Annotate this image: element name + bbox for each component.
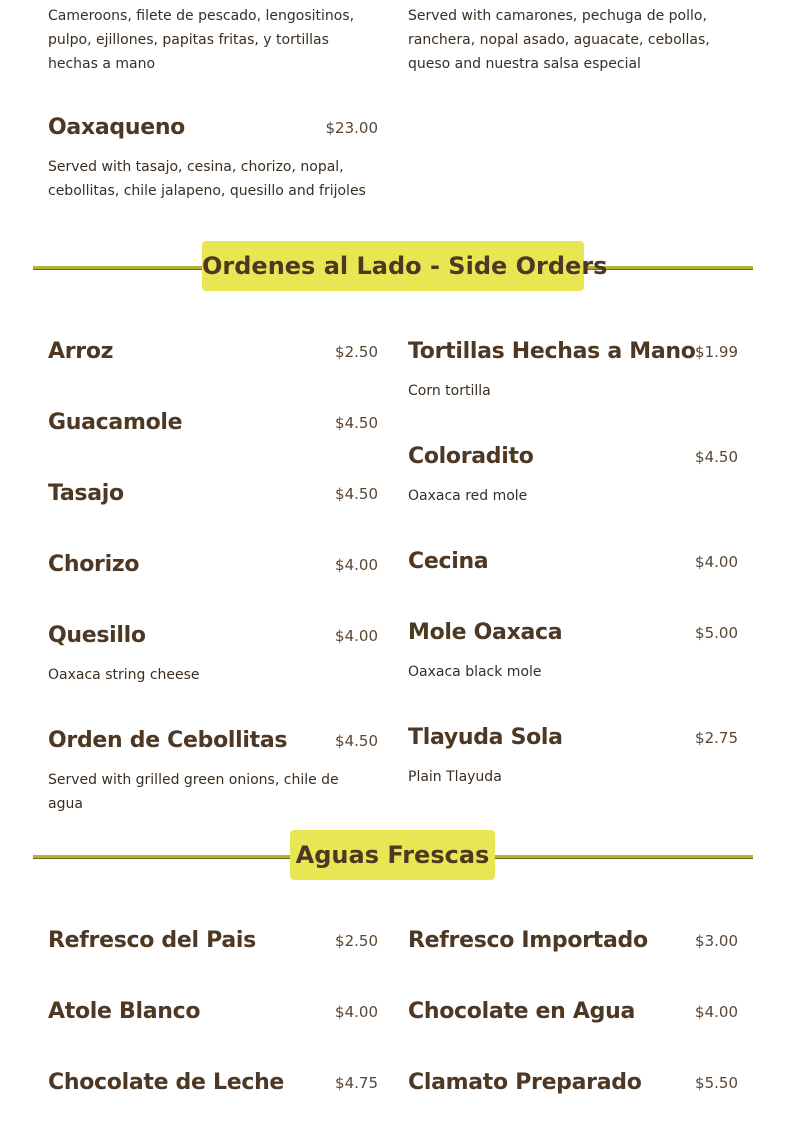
item-price: $4.50	[695, 448, 738, 466]
item-name: Coloradito	[408, 444, 534, 469]
section-title-side-orders: Ordenes al Lado - Side Orders	[202, 241, 584, 291]
item-description: Served with camarones, pechuga de pollo, ranchera, nopal asado, aguacate, cebollas, queso and nuestra salsa especial	[408, 8, 710, 72]
item-price: $5.00	[695, 624, 738, 642]
item-name: Chocolate en Agua	[408, 999, 635, 1024]
item-price: $4.00	[335, 556, 378, 574]
item-description: Served with grilled green onions, chile de agua	[48, 772, 339, 812]
item-name: Refresco del Pais	[48, 928, 256, 953]
item-name: Mole Oaxaca	[408, 620, 563, 645]
item-name: Chocolate de Leche	[48, 1070, 285, 1095]
item-price: $5.50	[695, 1074, 738, 1092]
item-name: Oaxaqueno	[48, 115, 185, 140]
item-price: $3.00	[695, 932, 738, 950]
item-price: $23.00	[325, 119, 378, 137]
item-name: Tasajo	[48, 481, 124, 506]
item-price: $4.00	[335, 1003, 378, 1021]
item-price: $4.00	[335, 627, 378, 645]
item-description: Oaxaca red mole	[408, 488, 528, 504]
item-price: $4.50	[335, 414, 378, 432]
item-description: Served with tasajo, cesina, chorizo, nopal, cebollitas, chile jalapeno, quesillo and frijoles	[48, 159, 366, 199]
item-name: Tlayuda Sola	[408, 725, 563, 750]
item-description: Oaxaca string cheese	[48, 667, 200, 683]
item-description: Corn tortilla	[408, 383, 491, 399]
item-name: Chorizo	[48, 552, 140, 577]
item-price: $2.50	[335, 932, 378, 950]
item-price: $4.50	[335, 485, 378, 503]
item-name: Arroz	[48, 339, 114, 364]
item-price: $4.00	[695, 1003, 738, 1021]
item-price: $4.75	[335, 1074, 378, 1092]
item-price: $4.00	[695, 553, 738, 571]
item-name: Tortillas Hechas a Mano	[408, 339, 696, 364]
item-description: Cameroons, filete de pescado, lengositinos, pulpo, ejillones, papitas fritas, y tortillas hechas a mano	[48, 8, 355, 72]
item-name: Clamato Preparado	[408, 1070, 642, 1095]
item-name: Refresco Importado	[408, 928, 648, 953]
section-title-aguas-frescas: Aguas Frescas	[290, 830, 495, 880]
item-description: Oaxaca black mole	[408, 664, 542, 680]
item-price: $4.50	[335, 732, 378, 750]
item-name: Quesillo	[48, 623, 146, 648]
item-name: Guacamole	[48, 410, 183, 435]
item-description: Plain Tlayuda	[408, 769, 502, 785]
item-name: Cecina	[408, 549, 489, 574]
item-price: $2.50	[335, 343, 378, 361]
item-price: $1.99	[695, 343, 738, 361]
item-name: Orden de Cebollitas	[48, 728, 288, 753]
item-price: $2.75	[695, 729, 738, 747]
item-name: Atole Blanco	[48, 999, 201, 1024]
